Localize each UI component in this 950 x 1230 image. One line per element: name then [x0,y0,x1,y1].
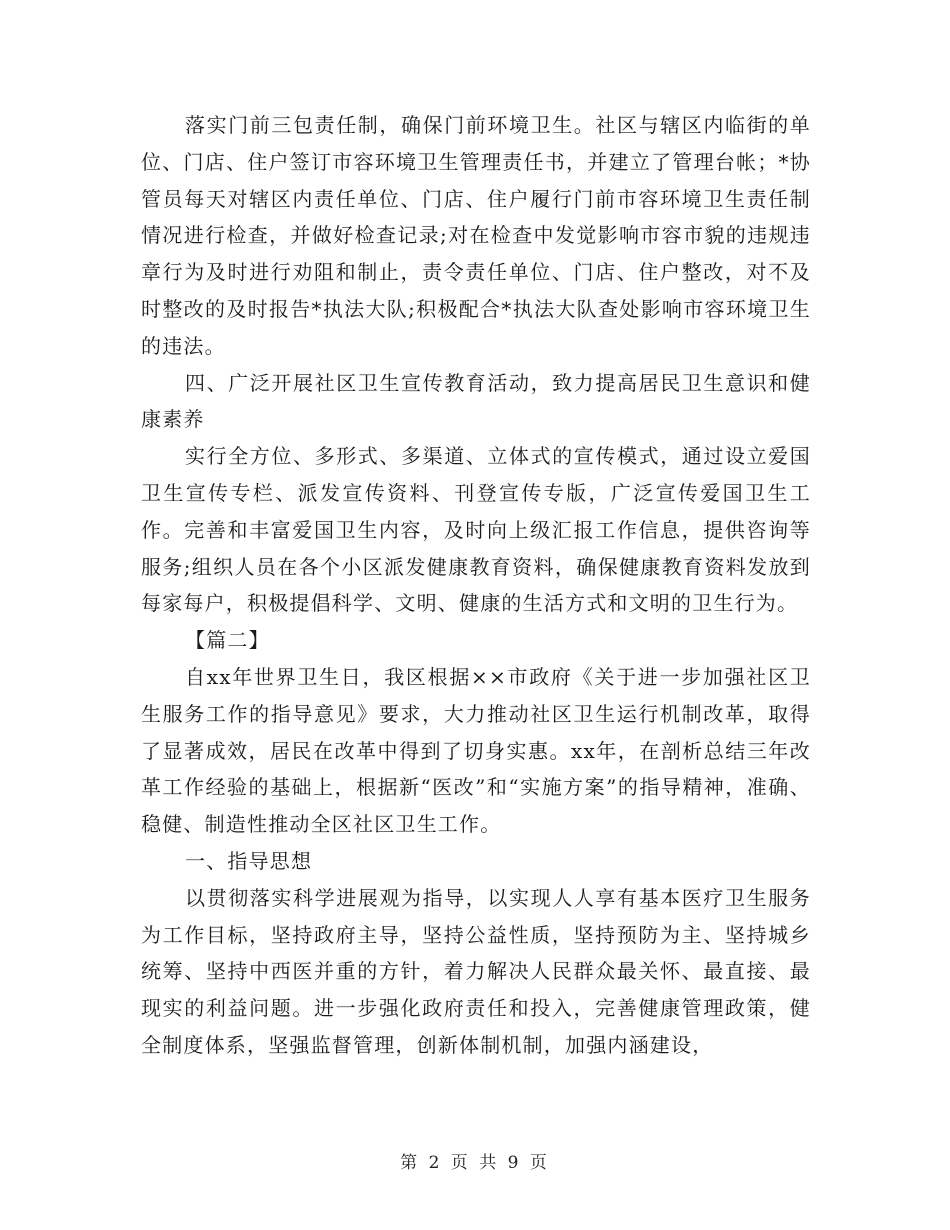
section-heading-guiding-ideology: 一、指导思想 [185,848,313,873]
document-body [141,107,811,1064]
chapter-heading-part-two: 【篇二】 [185,628,270,653]
paragraph-guiding-ideology: 以贯彻落实科学进展观为指导，以实现人人享有基本医疗卫生服务为工作目标，坚持政府主导，坚持公益性质，坚持预防为主、坚持城乡统筹、坚持中西医并重的方针，着力解决人民群众最关怀、最直接、最现实的利益问题。进一步强化政府责任和投入，完善健康管理政策，健全制度体系，坚强监督管理，创新体制机制，加强内涵建设， [141,885,811,1057]
paragraph-publicity-mode: 实行全方位、多形式、多渠道、立体式的宣传模式，通过设立爱国卫生宣传专栏、派发宣传资料、刊登宣传专版，广泛宣传爱国卫生工作。完善和丰富爱国卫生内容，及时向上级汇报工作信息，提供咨询等服务;组织人员在各个小区派发健康教育资料，确保健康教育资料发放到每家每户，积极提倡科学、文明、健康的生活方式和文明的卫生行为。 [141,444,811,616]
section-heading-health-education: 四、广泛开展社区卫生宣传教育活动，致力提高居民卫生意识和健康素养 [141,370,811,432]
paragraph-reform-intro: 自xx年世界卫生日，我区根据××市政府《关于进一步加强社区卫生服务工作的指导意见》要求，大力推动社区卫生运行机制改革，取得了显著成效，居民在改革中得到了切身实惠。xx年，在剖析总结三年改革工作经验的基础上，根据新“医改”和“实施方案”的指导精神，准确、稳健、制造性推动全区社区卫生工作。 [141,664,811,837]
page-number-footer: 第 2 页 共 9 页 [400,1153,550,1173]
paragraph-door-responsibility: 落实门前三包责任制，确保门前环境卫生。社区与辖区内临街的单位、门店、住户签订市容环境卫生管理责任书，并建立了管理台帐；*协管员每天对辖区内责任单位、门店、住户履行门前市容环境卫生责任制情况进行检查，并做好检查记录;对在检查中发觉影响市容市貌的违规违章行为及时进行劝阻和制止，责令责任单位、门店、住户整改，对不及时整改的及时报告*执法大队;积极配合*执法大队查处影响市容环境卫生的违法。 [141,113,811,358]
